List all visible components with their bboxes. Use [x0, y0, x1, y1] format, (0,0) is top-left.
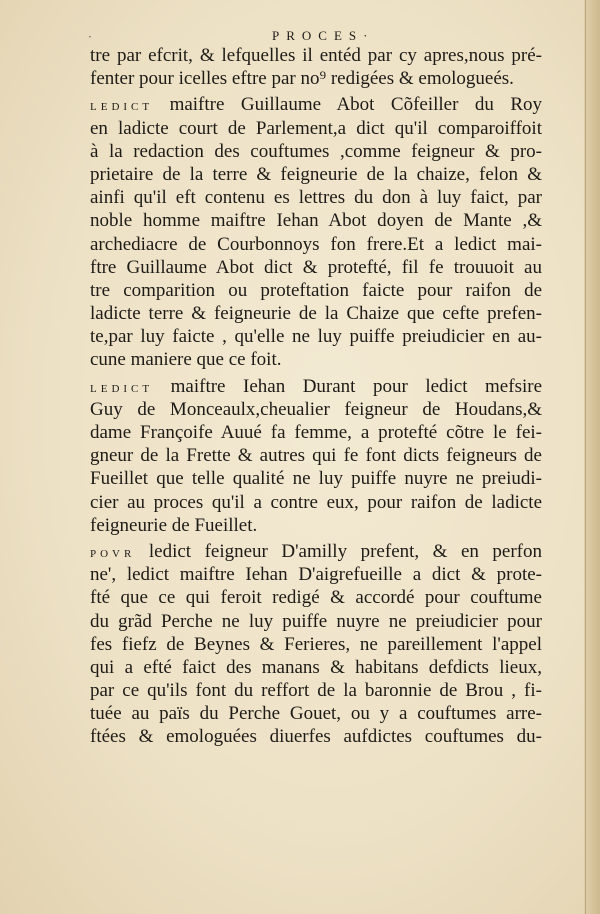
- text-line: [90, 563, 542, 586]
- line-text: Fueillet que telle qualité ne luy puiffe nuyre ne preiudi-: [90, 468, 542, 490]
- line-text: fes fiefz de Beynes & Ferieres, ne pareillement l'appel: [90, 633, 542, 655]
- body-text: [90, 44, 542, 749]
- text-line: [90, 67, 542, 90]
- text-line: [90, 44, 542, 67]
- line-text: te,par luy faicte , qu'elle ne luy puiffe preiudicier en au-: [90, 326, 542, 348]
- text-line: [90, 656, 542, 679]
- text-line: [90, 514, 542, 537]
- line-text: noble homme maiftre Iehan Abot doyen de Mante ,&: [90, 210, 542, 232]
- text-line: [90, 209, 542, 232]
- line-text: ftées & emologuées diuerfes aufdictes couftumes du-: [90, 726, 542, 748]
- line-text: par ce qu'ils font du reffort de la baronnie de Brou , fi-: [90, 680, 542, 702]
- small-caps-lead: LEDICT: [90, 382, 154, 395]
- text-line: [90, 348, 542, 371]
- line-text: prietaire de la terre & feigneurie de la chaize, felon &: [90, 163, 542, 185]
- text-line: [90, 421, 542, 444]
- line-text: maiftre Guillaume Abot Cõfeiller du Roy: [169, 94, 543, 116]
- text-line: [90, 633, 542, 656]
- text-line: [90, 279, 542, 302]
- line-text: fté que ce qui feroit redigé & accordé pour couftume: [90, 587, 542, 609]
- line-text: à la redaction des couftumes ,comme feigneur & pro-: [90, 140, 542, 162]
- text-line: [90, 725, 542, 748]
- text-line: [90, 325, 542, 348]
- line-text: en ladicte court de Parlement,a dict qu'il comparoiffoit: [90, 117, 542, 139]
- line-text: ladicte terre & feigneurie de la Chaize que cefte prefen-: [90, 303, 542, 325]
- line-text: cier au proces qu'il a contre eux, pour raifon de ladicte: [90, 491, 542, 513]
- line-text: maiftre Iehan Durant pour ledict mefsire: [170, 375, 543, 397]
- line-text: ne', ledict maiftre Iehan D'aigrefueille a dict & prote-: [90, 564, 542, 586]
- text-line: [90, 491, 542, 514]
- line-text: dame Françoife Auué fa femme, a protefté cõtre le fei-: [90, 422, 542, 443]
- line-text: tuée au païs du Perche Gouet, ou y a couftumes arre-: [90, 703, 542, 725]
- paragraph: [90, 540, 542, 749]
- text-line: [90, 610, 542, 633]
- text-line: [90, 140, 542, 163]
- paragraph: [90, 375, 542, 537]
- text-line: [90, 302, 542, 325]
- text-line: [90, 398, 542, 421]
- small-caps-lead: POVR: [90, 547, 136, 560]
- page-edge-line: [585, 0, 586, 914]
- text-line: [90, 540, 542, 563]
- text-line: [90, 679, 542, 702]
- running-head-mark: ·: [88, 30, 92, 44]
- line-text: ainfi qu'il eft contenu es lettres du don à luy faict, par: [90, 187, 542, 209]
- line-text: ledict feigneur D'amilly prefent, & en perfon: [148, 540, 542, 562]
- text-line: [90, 702, 542, 725]
- running-head-title: PROCES·: [272, 28, 375, 43]
- line-text: Guy de Monceaulx,cheualier feigneur de Houdans,&: [90, 398, 542, 420]
- text-line: [90, 375, 542, 398]
- text-line: [90, 256, 542, 279]
- text-line: [90, 93, 542, 116]
- small-caps-lead: LEDICT: [90, 101, 154, 114]
- text-line: [90, 233, 542, 256]
- line-text: du grãd Perche ne luy puiffe nuyre ne preiudicier pour: [90, 610, 542, 632]
- text-line: [90, 444, 542, 467]
- line-text: tre par efcrit, & lefquelles il entéd par cy apres,nous pré-: [90, 45, 542, 66]
- text-line: [90, 186, 542, 209]
- text-line: [90, 163, 542, 186]
- line-text: tre comparition ou proteftation faicte pour raifon de: [90, 279, 542, 301]
- paragraph: [90, 44, 542, 90]
- text-line: [90, 467, 542, 490]
- line-text: gneur de la Frette & autres qui fe font dicts feigneurs de: [90, 445, 542, 467]
- line-text: cune maniere que ce foit.: [90, 349, 282, 371]
- text-line: [90, 117, 542, 140]
- page-edge: [584, 0, 600, 914]
- text-line: [90, 586, 542, 609]
- line-text: archediacre de Courbonnoys fon frere.Et a ledict mai-: [90, 233, 542, 255]
- line-text: fenter pour icelles eftre par no⁹ redigées & emologueés.: [90, 68, 514, 90]
- line-text: qui a efté faict des manans & habitans defdicts lieux,: [90, 656, 542, 678]
- line-text: feigneurie de Fueillet.: [90, 514, 258, 536]
- line-text: ftre Guillaume Abot dict & protefté, fil fe trouuoit au: [90, 256, 542, 278]
- paragraph: [90, 93, 542, 371]
